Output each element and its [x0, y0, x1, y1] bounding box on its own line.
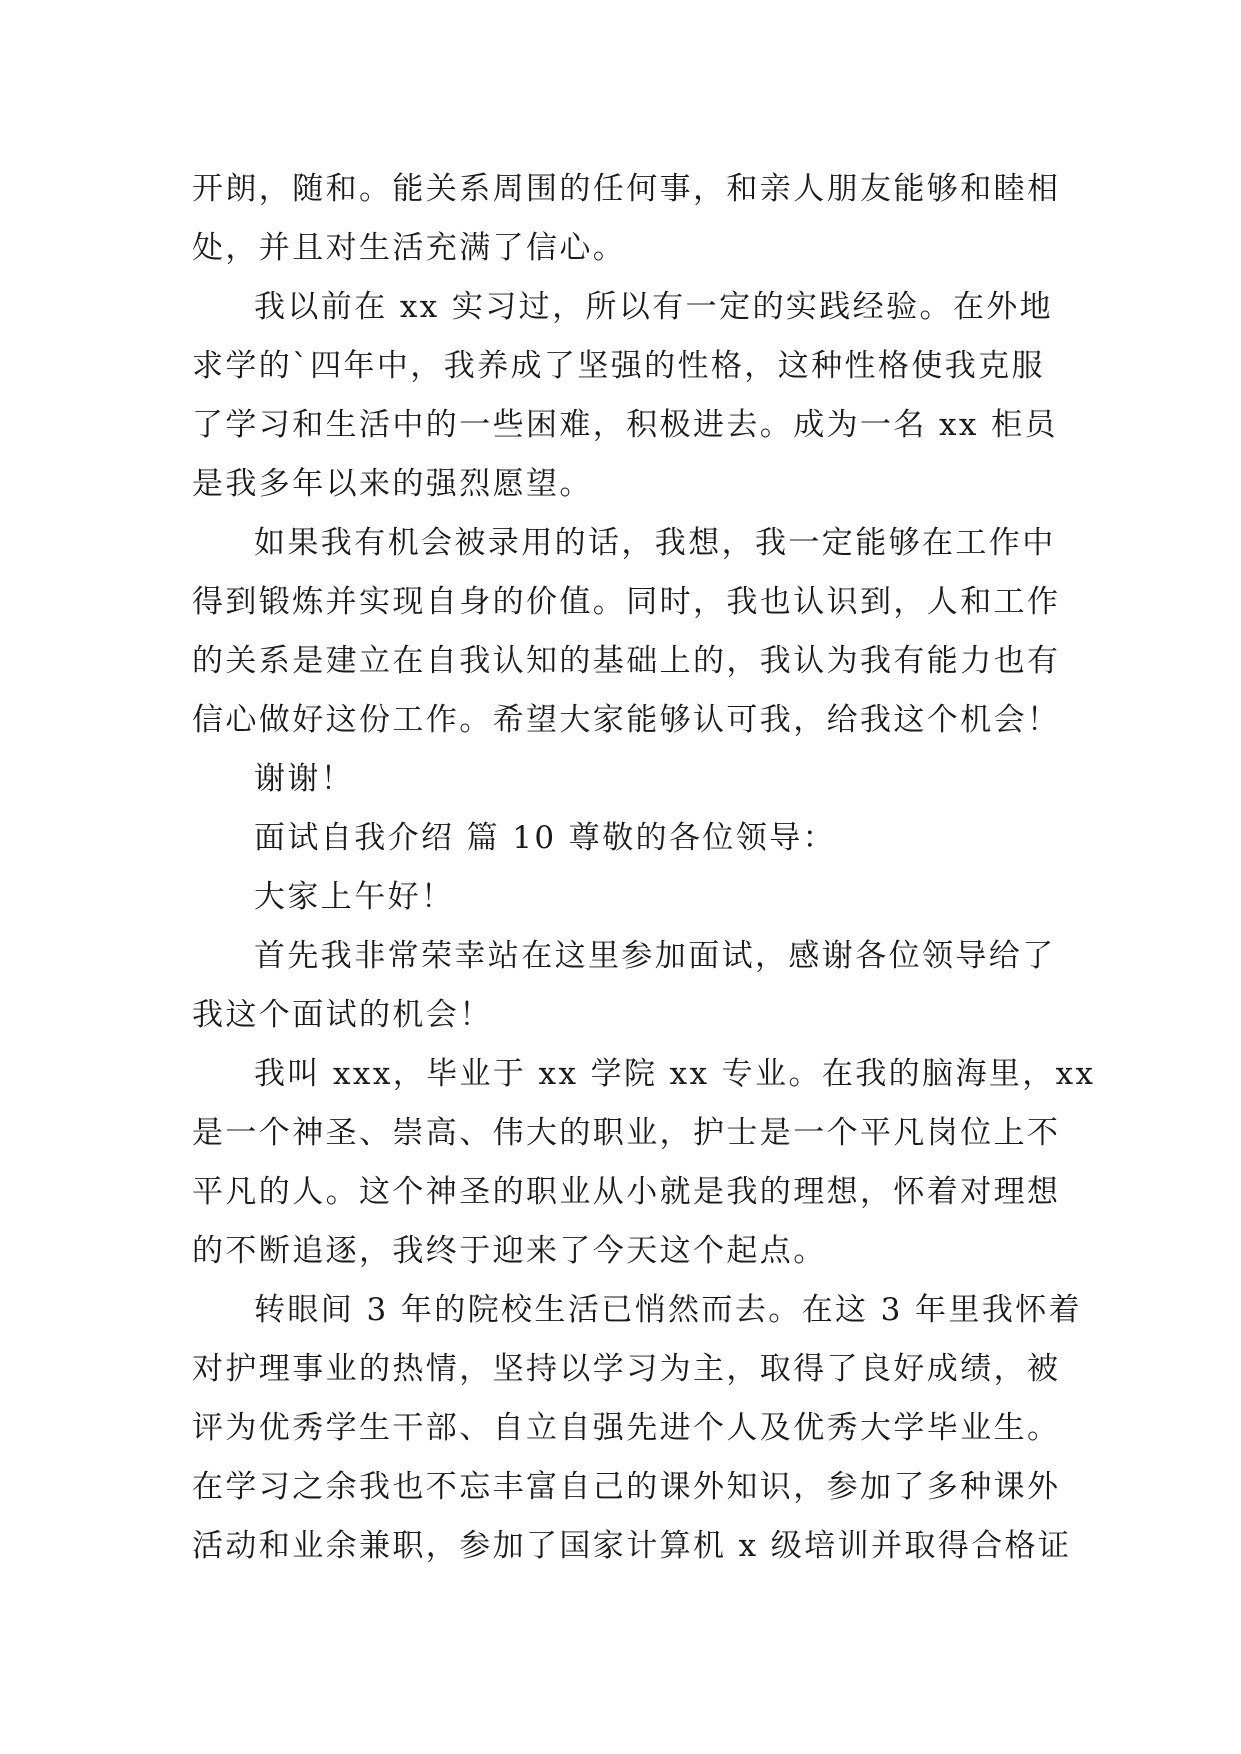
- text-line: 转眼间 3 年的院校生活已悄然而去。在这 3 年里我怀着: [254, 1292, 1083, 1328]
- text-line: 的关系是建立在自我认知的基础上的，我认为我有能力也有: [192, 643, 1061, 679]
- document-body: [192, 160, 1096, 1576]
- text-line: 是我多年以来的强烈愿望。: [192, 466, 593, 502]
- text-line: 是一个神圣、崇高、伟大的职业，护士是一个平凡岗位上不: [192, 1115, 1061, 1151]
- text-line: 活动和业余兼职，参加了国家计算机 x 级培训并取得合格证: [192, 1528, 1072, 1564]
- text-line: 处，并且对生活充满了信心。: [192, 230, 627, 266]
- text-line: 在学习之余我也不忘丰富自己的课外知识，参加了多种课外: [192, 1469, 1061, 1505]
- text-line: 我叫 xxx，毕业于 xx 学院 xx 专业。在我的脑海里，xx: [254, 1056, 1096, 1092]
- text-line: 我这个面试的机会！: [192, 997, 493, 1033]
- text-line: 开朗，随和。能关系周围的任何事，和亲人朋友能够和睦相: [192, 171, 1061, 207]
- text-line: 对护理事业的热情，坚持以学习为主，取得了良好成绩，被: [192, 1351, 1061, 1387]
- text-line: 了学习和生活中的一些困难，积极进去。成为一名 xx 柜员: [192, 407, 1058, 443]
- text-line: 首先我非常荣幸站在这里参加面试，感谢各位领导给了: [254, 938, 1056, 974]
- text-line: 谢谢！: [254, 761, 355, 797]
- text-line: 评为优秀学生干部、自立自强先进个人及优秀大学毕业生。: [192, 1410, 1061, 1446]
- text-line: 如果我有机会被录用的话，我想，我一定能够在工作中: [254, 525, 1056, 561]
- text-line: 大家上午好！: [254, 879, 455, 915]
- text-line: 求学的`四年中，我养成了坚强的性格，这种性格使我克服: [192, 348, 1045, 384]
- text-line: 的不断追逐，我终于迎来了今天这个起点。: [192, 1233, 827, 1269]
- text-line: 我以前在 xx 实习过，所以有一定的实践经验。在外地: [254, 289, 1054, 325]
- text-line: 平凡的人。这个神圣的职业从小就是我的理想，怀着对理想: [192, 1174, 1061, 1210]
- text-line: 信心做好这份工作。希望大家能够认可我，给我这个机会！: [192, 702, 1061, 738]
- section-heading: 面试自我介绍 篇 10 尊敬的各位领导：: [254, 820, 837, 856]
- text-line: 得到锻炼并实现自身的价值。同时，我也认识到，人和工作: [192, 584, 1061, 620]
